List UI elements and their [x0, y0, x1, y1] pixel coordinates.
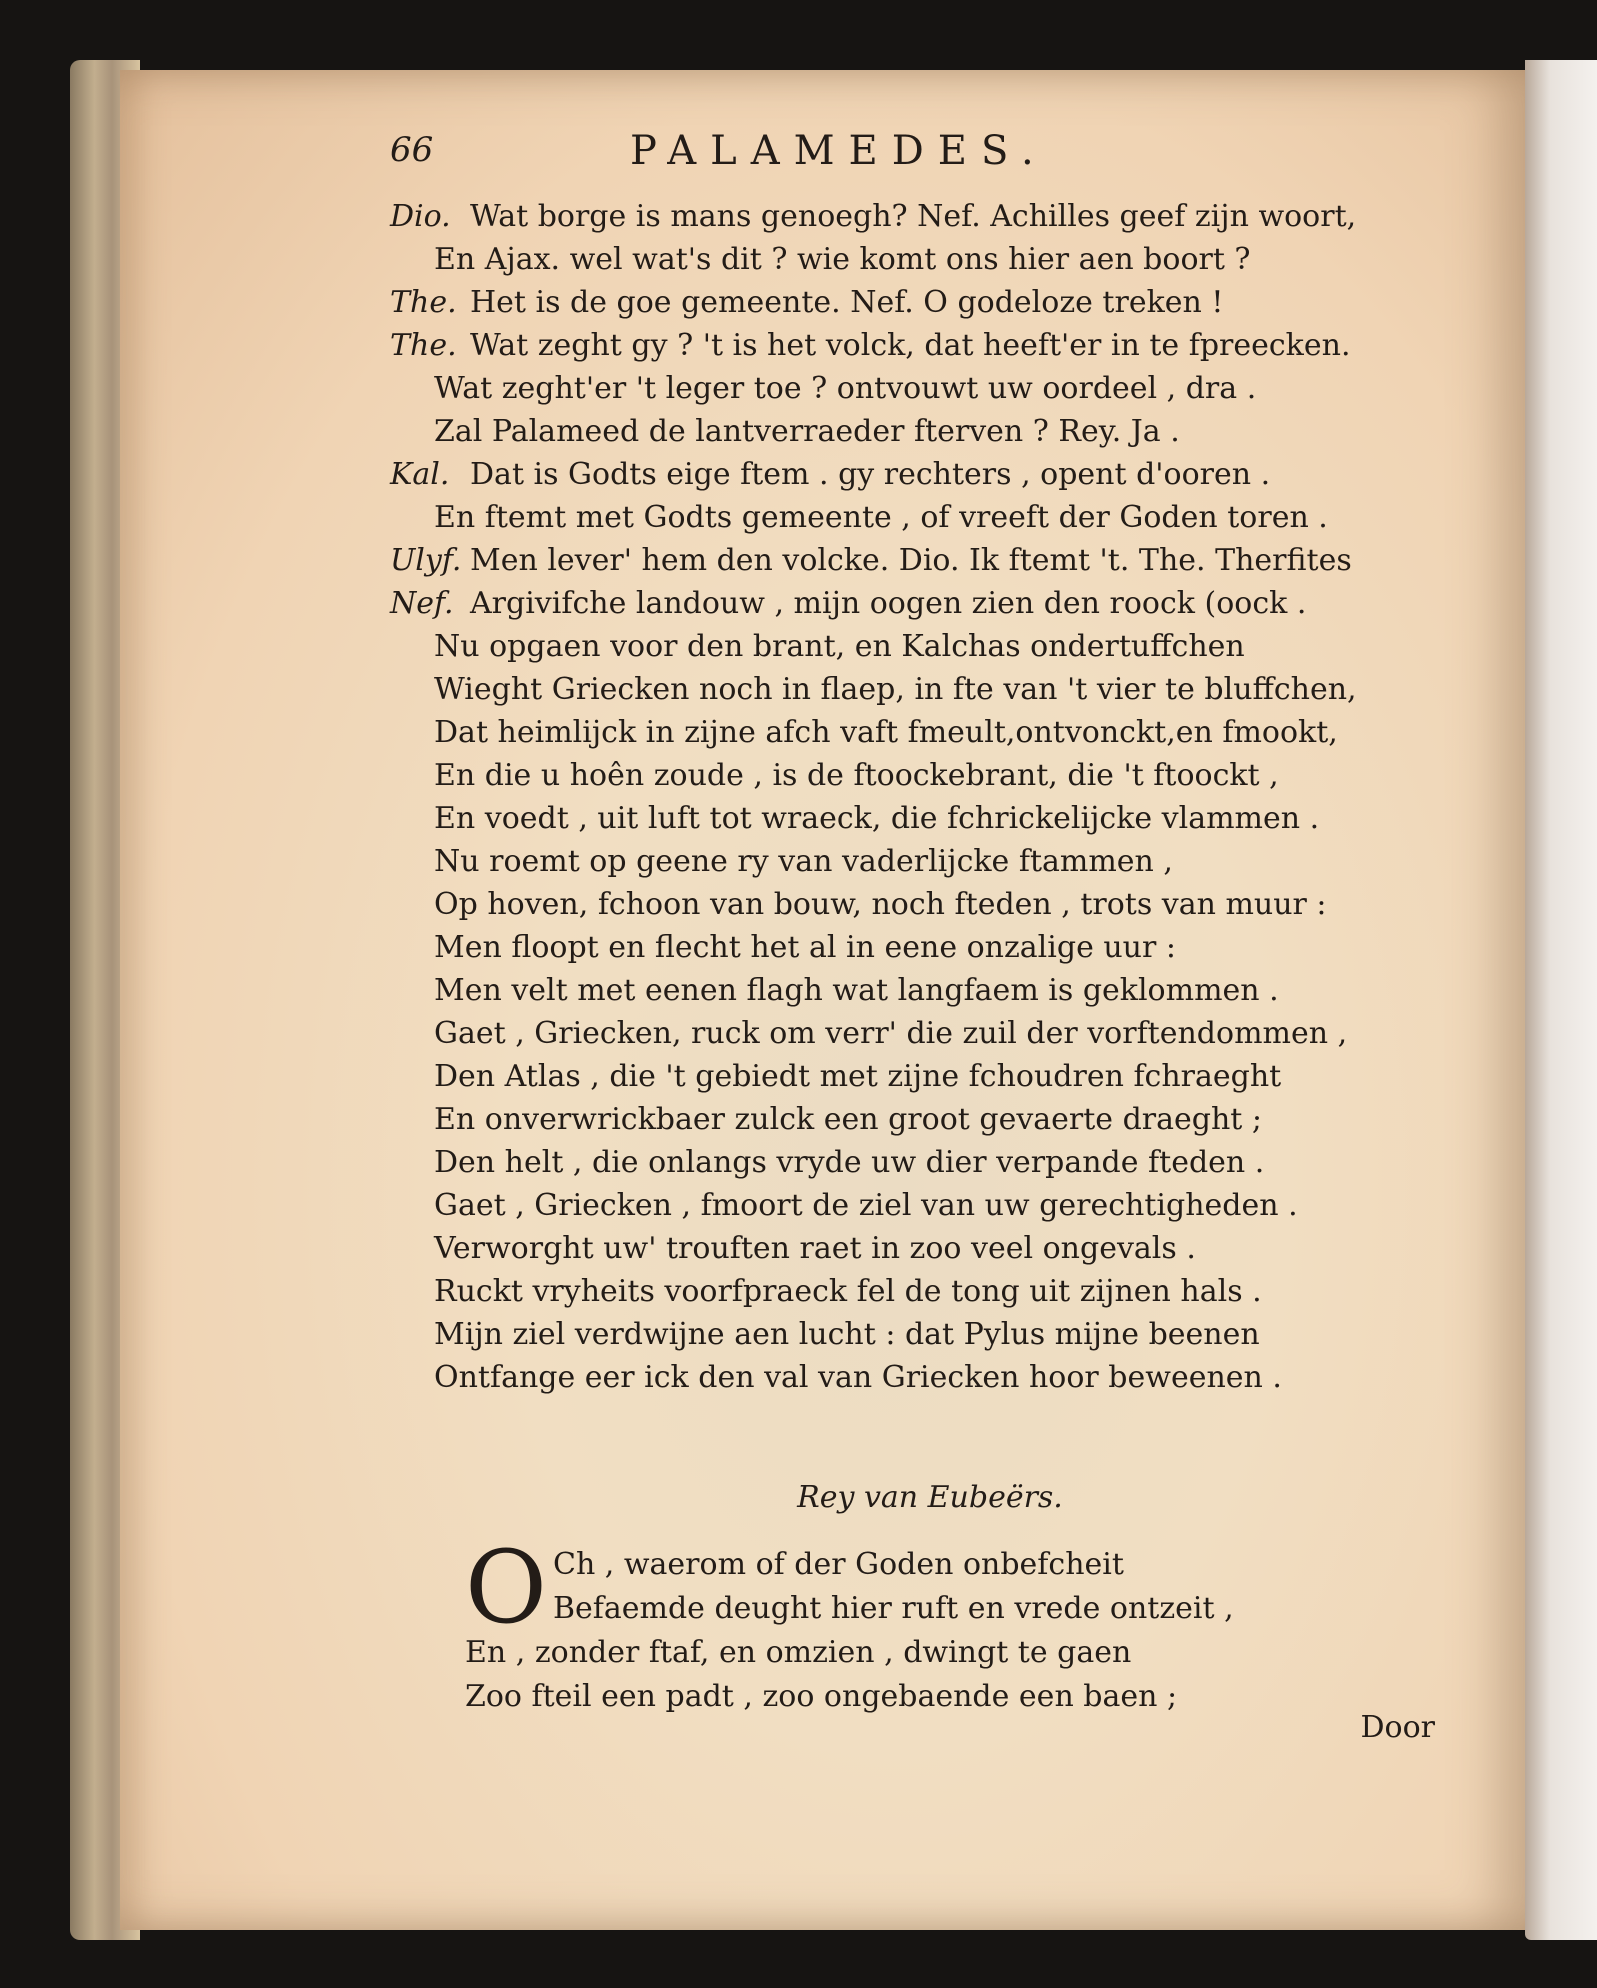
- verse-line: [390, 711, 1470, 754]
- speaker-label: The.: [390, 328, 457, 363]
- speaker-label: Ulyf.: [390, 543, 462, 578]
- verse-text: Verworght uw' trouften raet in zoo veel ongevals .: [434, 1231, 1196, 1266]
- verse-line: [390, 281, 1470, 324]
- verse-text: Gaet , Griecken , fmoort de ziel van uw gerechtigheden .: [434, 1188, 1298, 1223]
- drop-cap: O: [465, 1529, 547, 1646]
- verse-line: [390, 754, 1470, 797]
- verse-text: Op hoven, fchoon van bouw, noch fteden , trots van muur :: [434, 887, 1327, 922]
- verse-text: Dat is Godts eige ftem . gy rechters , opent d'ooren .: [470, 457, 1271, 492]
- verse-text: Ontfange eer ick den val van Griecken hoor beweenen .: [434, 1360, 1282, 1395]
- verse-text: Wat zeght'er 't leger toe ? ontvouwt uw oordeel , dra .: [434, 371, 1257, 406]
- verse-line: [390, 1141, 1470, 1184]
- chorus-verse: [465, 1529, 1425, 1719]
- dialogue-verse: [390, 195, 1470, 1399]
- verse-line: [390, 1313, 1470, 1356]
- verse-text: Het is de goe gemeente. Nef. O godeloze treken !: [470, 285, 1224, 320]
- verse-text: En onverwrickbaer zulck een groot gevaerte draeght ;: [434, 1102, 1263, 1137]
- verse-text: Wat borge is mans genoegh? Nef. Achilles geef zijn woort,: [470, 199, 1357, 234]
- verse-text: Nu opgaen voor den brant, en Kalchas ondertuffchen: [434, 629, 1245, 664]
- verse-text: Men floopt en flecht het al in eene onzalige uur :: [434, 930, 1176, 965]
- verse-text: Dat heimlijck in zijne afch vaft fmeult,ontvonckt,en fmookt,: [434, 715, 1338, 750]
- verse-line: [390, 324, 1470, 367]
- verse-line: [390, 1184, 1470, 1227]
- verse-line: [390, 238, 1470, 281]
- verse-line: [390, 1227, 1470, 1270]
- verse-line: [390, 883, 1470, 926]
- catchword: Door: [1360, 1710, 1435, 1745]
- verse-line: [390, 1012, 1470, 1055]
- verse-text: En Ajax. wel wat's dit ? wie komt ons hier aen boort ?: [434, 242, 1251, 277]
- verse-text: Den Atlas , die 't gebiedt met zijne fchoudren fchraeght: [434, 1059, 1282, 1094]
- verse-text: Men lever' hem den volcke. Dio. Ik ftemt 't. The. Therfites: [470, 543, 1352, 578]
- facing-page-edge: [1525, 60, 1597, 1940]
- running-head: PALAMEDES.: [630, 128, 1048, 174]
- verse-line: [390, 1055, 1470, 1098]
- verse-text: Gaet , Griecken, ruck om verr' die zuil der vorftendommen ,: [434, 1016, 1348, 1051]
- verse-line: [390, 453, 1470, 496]
- verse-text: Argivifche landouw , mijn oogen zien den roock (oock .: [470, 586, 1307, 621]
- chorus-line: Ch , waerom of der Goden onbefcheit: [552, 1547, 1124, 1582]
- chorus-line: Befaemde deught hier ruft en vrede ontzeit ,: [552, 1591, 1234, 1626]
- chorus-line: En , zonder ftaf, en omzien , dwingt te gaen: [465, 1635, 1132, 1670]
- verse-text: Ruckt vryheits voorfpraeck fel de tong uit zijnen hals .: [434, 1274, 1262, 1309]
- verse-text: Wieght Griecken noch in flaep, in fte van 't vier te bluffchen,: [434, 672, 1357, 707]
- verse-text: Nu roemt op geene ry van vaderlijcke ftammen ,: [434, 844, 1173, 879]
- verse-line: [390, 625, 1470, 668]
- verse-line: [390, 582, 1470, 625]
- verse-line: [390, 367, 1470, 410]
- page-header: [390, 130, 1450, 180]
- verse-text: Den helt , die onlangs vryde uw dier verpande fteden .: [434, 1145, 1265, 1180]
- verse-text: En ftemt met Godts gemeente , of vreeft der Goden toren .: [434, 500, 1328, 535]
- verse-line: [390, 840, 1470, 883]
- verse-line: [390, 539, 1470, 582]
- verse-text: Zal Palameed de lantverraeder fterven ? Rey. Ja .: [434, 414, 1180, 449]
- verse-text: Men velt met eenen flagh wat langfaem is geklommen .: [434, 973, 1279, 1008]
- speaker-label: Dio.: [390, 199, 451, 234]
- verse-line: [390, 668, 1470, 711]
- verse-text: En die u hoên zoude , is de ftoockebrant, die 't ftoockt ,: [434, 758, 1279, 793]
- verse-line: [390, 195, 1470, 238]
- verse-line: [390, 1270, 1470, 1313]
- verse-line: [390, 926, 1470, 969]
- verse-line: [390, 969, 1470, 1012]
- verse-line: [390, 1356, 1470, 1399]
- verse-text: Mijn ziel verdwijne aen lucht : dat Pylus mijne beenen: [434, 1317, 1260, 1352]
- section-title: Rey van Eubeërs.: [797, 1480, 1063, 1515]
- page-text: [120, 70, 1530, 1930]
- speaker-label: Kal.: [390, 457, 450, 492]
- verse-text: En voedt , uit luft tot wraeck, die fchrickelijcke vlammen .: [434, 801, 1320, 836]
- speaker-label: Nef.: [390, 586, 454, 621]
- verse-line: [390, 496, 1470, 539]
- verse-line: [390, 797, 1470, 840]
- page-number: 66: [390, 130, 434, 170]
- verse-line: [390, 1098, 1470, 1141]
- verse-text: Wat zeght gy ? 't is het volck, dat heeft'er in te fpreecken.: [470, 328, 1351, 363]
- speaker-label: The.: [390, 285, 457, 320]
- verse-line: [390, 410, 1470, 453]
- chorus-line: Zoo fteil een padt , zoo ongebaende een baen ;: [465, 1679, 1178, 1714]
